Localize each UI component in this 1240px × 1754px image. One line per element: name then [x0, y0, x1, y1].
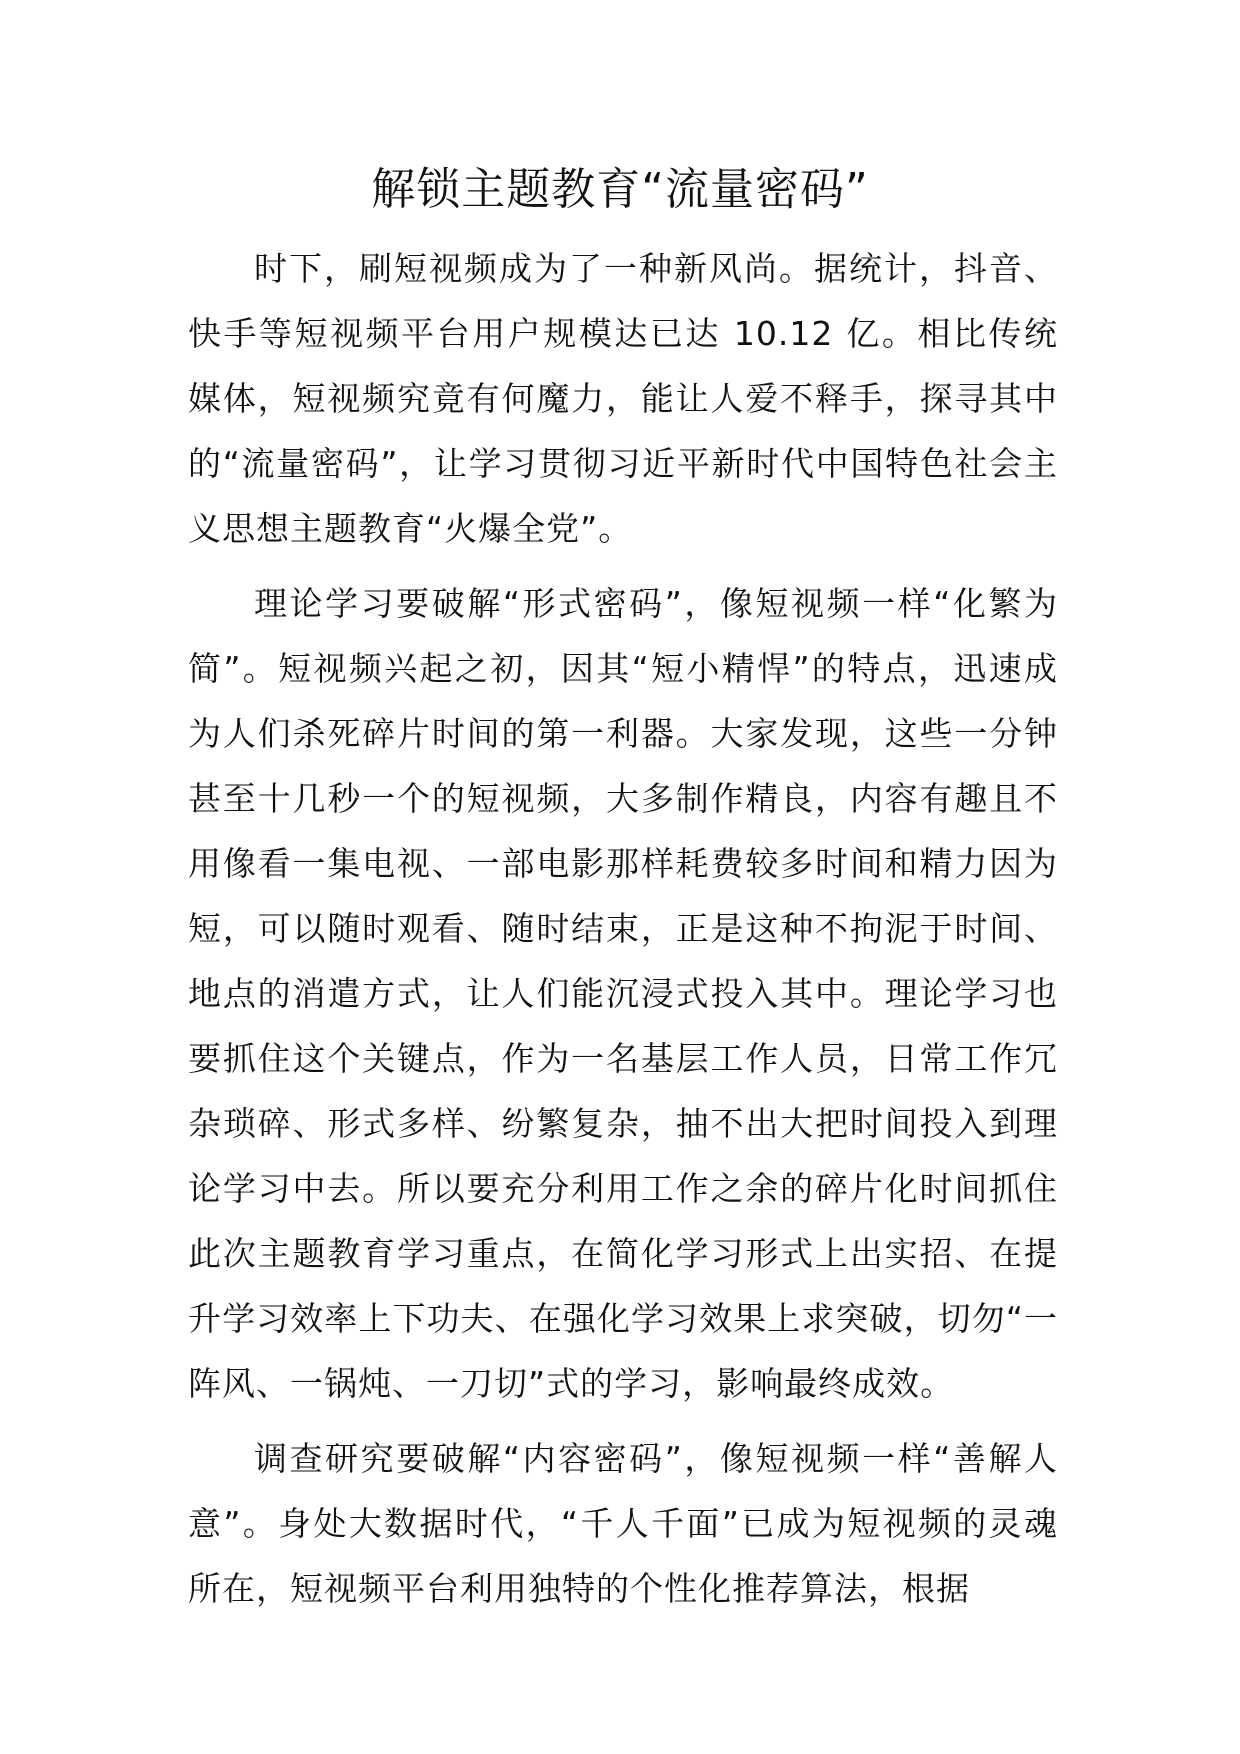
document-body — [188, 236, 1058, 1631]
paragraph: 理论学习要破解“形式密码”，像短视频一样“化繁为简”。短视频兴起之初，因其“短小精悍”的特点，迅速成为人们杀死碎片时间的第一利器。大家发现，这些一分钟甚至十几秒一个的短视频，大多制作精良，内容有趣且不用像看一集电视、一部电影那样耗费较多时间和精力因为短，可以随时观看、随时结束，正是这种不拘泥于时间、地点的消遣方式，让人们能沉浸式投入其中。理论学习也要抓住这个关键点，作为一名基层工作人员，日常工作冗杂琐碎、形式多样、纷繁复杂，抽不出大把时间投入到理论学习中去。所以要充分利用工作之余的碎片化时间抓住此次主题教育学习重点，在简化学习形式上出实招、在提升学习效率上下功夫、在强化学习效果上求突破，切勿“一阵风、一锅炖、一刀切”式的学习，影响最终成效。 — [188, 584, 1058, 1403]
paragraph: 时下，刷短视频成为了一种新风尚。据统计，抖音、快手等短视频平台用户规模达已达 10.12 亿。相比传统媒体，短视频究竟有何魔力，能让人爱不释手，探寻其中的“流量密码”，让学习贯彻习近平新时代中国特色社会主义思想主题教育“火爆全党”。 — [188, 249, 1058, 548]
document-title: 解锁主题教育“流量密码” — [371, 164, 869, 215]
paragraph: 调查研究要破解“内容密码”，像短视频一样“善解人意”。身处大数据时代，“千人千面”已成为短视频的灵魂所在，短视频平台利用独特的个性化推荐算法，根据 — [188, 1439, 1058, 1608]
